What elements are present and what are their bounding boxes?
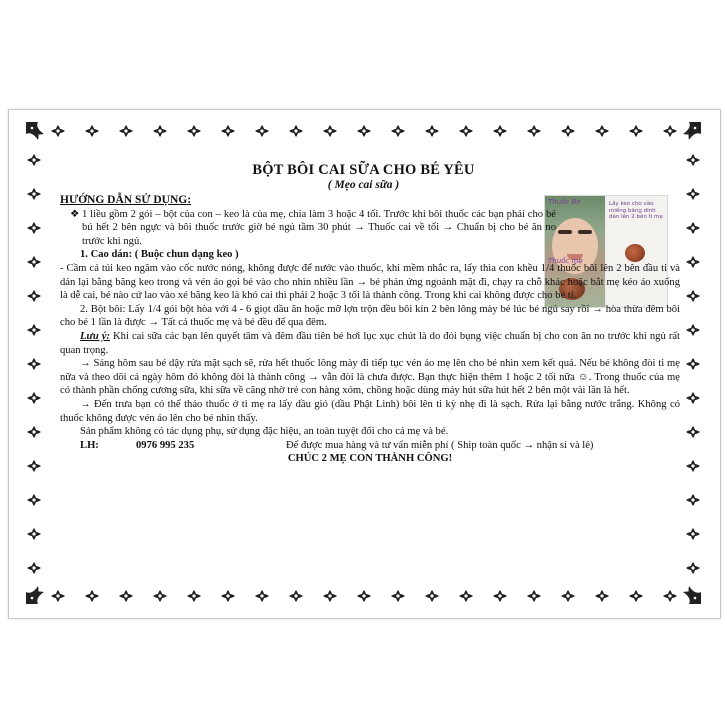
noon-paragraph: → Đến trưa bạn có thể tháo thuốc ở ti mẹ ra lấy dầu gió (dầu Phật Linh) bôi lên ti kỳ nhẹ đi là sạch. Rửa lại bằng nước trắng. Không có thuốc không được vén áo lên cho bé nhìn thấy. xyxy=(60,398,680,424)
diamond-bullet-icon: ❖ xyxy=(70,208,80,220)
dosage-text: 1 liều gồm 2 gói – bột của con – keo là của mẹ, chia làm 3 hoặc 4 tối. Trước khi bôi thuốc các bạn phải cho bé bú hết 2 bên ngực và bôi thuốc trước giờ bé ngủ tầm 30 phút → Thuốc cai về tối → Chuẩn bị cho bé ăn no trước khi ngủ. xyxy=(82,208,556,247)
photo-label-mother: Thuốc mẹ xyxy=(548,257,583,265)
safety-paragraph: Sản phẩm không có tác dụng phụ, sử dụng đặc hiệu, an toàn tuyệt đối cho cả mẹ và bé. xyxy=(80,426,449,438)
section-2-text: 2. Bột bôi: Lấy 1/4 gói bột hòa với 4 - 6 giọt dầu ăn hoặc mỡ lợn trộn đều bôi kín 2 bên lông mày bé lúc bé ngủ say rồi → hòa thừa đêm bôi cho bé 1 lần là được → Tất cả thuốc mẹ và bé đều để qua đêm. xyxy=(60,303,680,329)
page-subtitle: ( Mẹo cai sữa ) xyxy=(327,179,400,191)
note-text: Khi cai sữa các bạn lên quyết tâm và đêm đầu tiên bé hơi lục xục chút là do đói bụng việc chuẩn bị cho con ăn no trước khi ngủ rất quan trọng. xyxy=(60,330,680,356)
section-1-body: - Cầm cả túi keo ngâm vào cốc nước nóng, không được để nước vào thuốc, khi mềm nhắc ra, lấy thìa con khều 1/4 thuốc bôi lên 2 bên đầu ti và dán lại bằng băng keo trong và vén áo gọi bé vào cho nhìn nhiều lần → bé phản ứng ngoảnh mặt đi, chạy ra chỗ khác hoặc bắt mẹ kéo áo xuống là dễ cai, bé nào cứ lao vào xé băng keo là khó cai thì phải 2 hoặc 3 tối là thành công. Trong khi cai không được cho bé ti. xyxy=(60,262,680,302)
instructions-body xyxy=(60,194,680,466)
contact-info: Để được mua hàng và tư vấn miễn phí ( Ship toàn quốc → nhận sỉ và lẻ) xyxy=(286,439,594,451)
closing-message: CHÚC 2 MẸ CON THÀNH CÔNG! xyxy=(287,453,453,465)
note-label: Lưu ý: xyxy=(80,330,110,342)
contact-row xyxy=(60,439,680,453)
section-1-text xyxy=(60,262,680,303)
contact-label: LH: xyxy=(80,439,99,451)
usage-heading: HƯỚNG DẪN SỬ DỤNG: xyxy=(60,194,192,206)
page-title: BỘT BÔI CAI SỮA CHO BÉ YÊU xyxy=(252,162,475,178)
morning-paragraph: → Sáng hôm sau bé dậy rửa mặt sạch sẽ, rửa hết thuốc lông mày đi tiếp tục vén áo mẹ lên cho bé nhìn xem kết quả. Nếu bé không đòi ti mẹ nữa và theo dõi cả ngày hôm đó không đòi là thành công → vẫn đòi là chưa được. Bạn thực hiện thêm 1 hoặc 2 tối nữa ☺. Trong thuốc của mẹ có thành phần chống cương sữa, khi sữa về căng nhờ trẻ con hàng xóm, chồng hoặc dùng máy hút sữa hút hết 2 bên một vài lần là hết. xyxy=(60,358,680,397)
section-1-heading: 1. Cao dán: ( Buộc chun dạng keo ) xyxy=(80,249,239,261)
photo-label-baby: Thuốc Bé xyxy=(548,198,581,206)
contact-phone[interactable]: 0976 995 235 xyxy=(136,439,195,451)
note-paragraph xyxy=(60,330,680,357)
photo-label-instructions: Lấy keo cho vào miếng băng dính dán lên 2 bên ti mẹ xyxy=(609,201,663,220)
dosage-bullet xyxy=(60,208,556,249)
